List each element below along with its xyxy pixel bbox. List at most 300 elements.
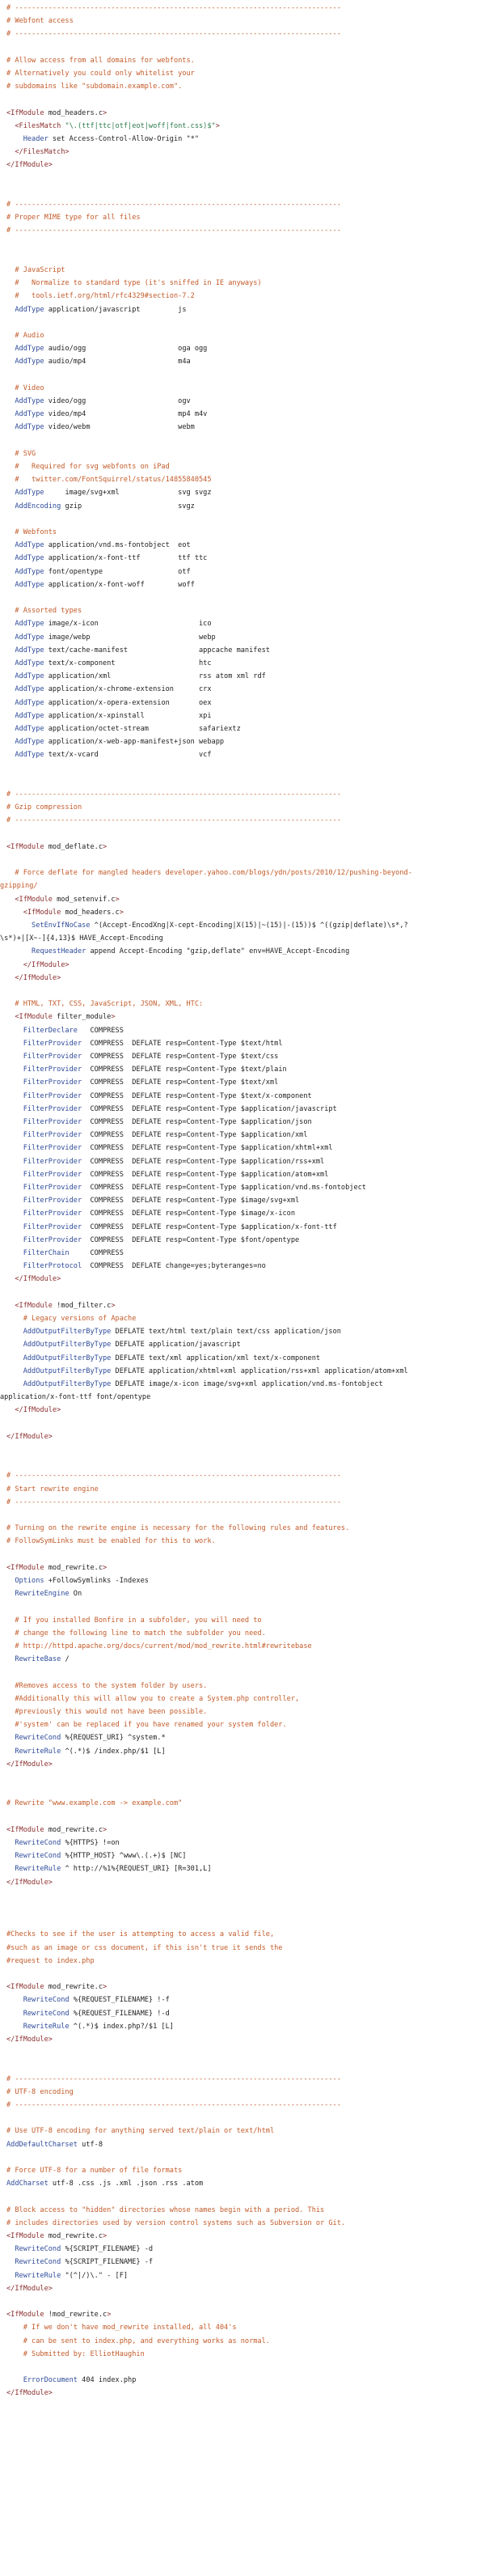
code-line [6,1354,320,1364]
code-line [6,1405,61,1416]
code-token-plain: image/svg+xml svg svgz [44,489,212,498]
code-line [6,684,212,695]
code-token-plain: application/x-web-app-manifest+json webapp [44,738,225,747]
code-token-plain: COMPRESS DEFLATE resp=Content-Type $application/atom+xml [82,1170,329,1179]
code-token-plain: COMPRESS DEFLATE resp=Content-Type $application/json [82,1118,312,1126]
code-token-keyword: FilterProvider [6,1091,82,1100]
code-token-comment: # Video [6,383,44,392]
code-token-keyword: FilterProvider [6,1078,82,1087]
code-line [6,1170,328,1180]
code-token-tag: <IfModule [6,1563,44,1572]
code-token-plain: mod_rewrite.c [44,2232,103,2240]
code-line [6,1340,241,1350]
code-token-plain: On [69,1590,82,1599]
code-token-keyword: Options [6,1577,44,1585]
code-line [6,1576,149,1587]
code-token-keyword: AddType [6,633,44,642]
code-token-plain: COMPRESS DEFLATE resp=Content-Type $text/xml [82,1078,279,1087]
code-token-keyword: FilterProtocol [6,1262,82,1271]
code-token-tag: <IfModule [6,1013,53,1022]
code-token-comment: # Start rewrite engine [6,1485,99,1493]
code-token-comment: # Force UTF-8 for a number of file formats [6,2167,183,2175]
code-token-keyword: AddType [6,410,44,419]
code-token-plain: %{REQUEST_URI} ^system.* [61,1734,166,1743]
code-line [6,488,212,498]
code-token-plain: append Accept-Encoding "gzip,deflate" env=HAVE_Accept-Encoding [86,947,350,956]
code-token-comment: # Submitted by: ElliotHaughin [6,2349,145,2358]
code-token-comment: #previously this would not have been possible. [6,1708,208,1716]
code-line [6,1091,312,1102]
code-line [6,1589,82,1599]
code-line [0,934,163,944]
code-token-keyword: AddType [6,725,44,733]
code-line [6,947,349,957]
code-line [6,147,70,158]
code-token-plain: COMPRESS DEFLATE change=yes;byteranges=no [82,1262,266,1271]
code-line [6,672,266,682]
code-line [6,69,195,79]
code-line [6,606,82,616]
code-line [6,527,57,538]
code-line [6,737,224,748]
code-line [6,344,207,354]
code-token-keyword: RewriteRule [6,1747,61,1756]
code-token-keyword: AddType [6,620,44,629]
code-token-comment: # If you installed Bonfire in a subfolder, you will need to [6,1616,262,1625]
code-token-plain: COMPRESS DEFLATE resp=Content-Type $image/x-icon [82,1210,296,1218]
code-token-plain: %{HTTPS} !=on [61,1839,120,1847]
code-token-keyword: FilterProvider [6,1210,82,1218]
code-line [6,462,170,472]
code-token-plain: \s*)+|[X~-]{4,13}$ HAVE_Accept-Encoding [0,934,163,943]
code-token-plain: text/x-component htc [44,659,212,667]
code-token-keyword: RewriteCond [6,2245,61,2254]
code-line [6,331,44,341]
code-token-comment: # ------------------------------------------------------------------------------ [6,227,341,235]
code-token-plain: %{SCRIPT_FILENAME} -f [61,2258,154,2267]
code-token-comment: # ------------------------------------------------------------------------------ [6,816,341,825]
code-line [6,646,270,656]
code-token-plain: font/opentype otf [44,567,191,576]
code-token-plain: video/mp4 mp4 m4v [44,410,208,419]
code-token-plain: video/ogg ogv [44,397,191,405]
code-token-plain: mod_rewrite.c [44,1983,103,1992]
code-line [6,160,53,171]
code-line [6,1498,341,1508]
code-token-comment: # tools.ietf.org/html/rfc4329#section-7.2 [6,292,195,301]
code-line [6,226,341,236]
code-token-plain: / [61,1655,70,1664]
code-token-comment: #Removes access to the system folder by users. [6,1681,208,1690]
code-token-plain: application/octet-stream safariextz [44,725,241,733]
code-token-plain: %{REQUEST_FILENAME} !-d [69,2009,170,2018]
code-token-tag: <IfModule [6,1983,44,1992]
code-token-keyword: RewriteRule [6,2022,70,2031]
code-token-comment: # can be sent to index.php, and everything works as normal. [6,2337,270,2345]
code-token-comment: # Required for svg webfonts on iPad [6,463,170,471]
code-line [6,1078,278,1088]
code-token-tag: > [107,2311,112,2320]
code-token-comment: # ------------------------------------------------------------------------------ [6,2101,341,2109]
code-token-plain: mod_deflate.c [44,842,103,851]
code-token-keyword: AddEncoding [6,502,61,511]
code-token-comment: # ------------------------------------------------------------------------------ [6,2074,341,2083]
code-token-comment: # change the following line to match the subfolder you need. [6,1629,266,1638]
code-line [6,1314,136,1324]
code-token-comment: # ------------------------------------------------------------------------------ [6,1498,341,1506]
code-line [6,2009,170,2019]
code-token-plain: application/x-font-ttf ttf ttc [44,554,208,563]
code-line [6,291,195,302]
code-token-comment: # Force deflate for mangled headers developer.yahoo.com/blogs/ydn/posts/2010/12/pushing-beyond- [6,869,412,878]
code-token-keyword: AddOutputFilterByType [6,1341,112,1349]
code-line [6,1157,324,1167]
code-line [6,1209,295,1219]
code-token-tag: > [103,108,108,117]
code-token-keyword: FilterProvider [6,1170,82,1179]
code-line [6,265,65,276]
code-line [6,200,341,210]
code-token-tag: </IfModule> [6,1406,61,1415]
code-line [6,1720,287,1731]
code-token-comment: gzipping/ [0,882,38,891]
code-token-comment: # includes directories used by version control systems such as Subversion or Git. [6,2218,346,2227]
code-line [6,2205,324,2216]
code-token-comment: # twitter.com/FontSquirrel/status/14855840545 [6,476,212,485]
code-line [6,1130,308,1141]
code-line [6,134,199,145]
code-token-keyword: FilterProvider [6,1144,82,1153]
code-line [6,711,212,722]
code-token-comment: # HTML, TXT, CSS, JavaScript, JSON, XML, HTC: [6,1000,204,1009]
code-line [6,1235,299,1246]
code-token-plain: COMPRESS DEFLATE resp=Content-Type $application/xhtml+xml [82,1144,333,1153]
code-line [6,278,262,289]
code-token-comment: # Normalize to standard type (it's sniffed in IE anyways) [6,279,262,288]
code-token-tag: <FilesMatch [6,121,61,130]
code-line [6,1485,99,1495]
code-line [6,842,107,853]
code-line [6,540,191,551]
code-line [6,2388,53,2399]
code-line [6,1523,349,1534]
code-token-plain: COMPRESS DEFLATE resp=Content-Type $text/html [82,1039,283,1048]
code-line [6,1760,53,1770]
code-line [6,999,203,1010]
code-line [6,908,124,918]
code-token-plain: !mod_rewrite.c [44,2311,108,2320]
code-line [6,2074,341,2085]
code-token-tag: </IfModule> [6,960,70,969]
code-line [6,1654,70,1665]
code-token-tag: > [215,121,220,130]
code-line [6,1222,337,1233]
code-line [6,1629,266,1639]
code-line [6,2035,53,2045]
code-line [6,2087,74,2098]
code-token-keyword: AddType [6,580,44,589]
code-token-tag: <IfModule [6,895,53,904]
code-token-plain: +FollowSymlinks -Indexes [44,1577,149,1585]
code-line [0,881,38,892]
code-token-plain: COMPRESS DEFLATE resp=Content-Type $application/javascript [82,1104,337,1113]
code-token-comment: # Gzip compression [6,803,82,812]
code-token-plain: DEFLATE image/x-icon image/svg+xml application/vnd.ms-fontobject [111,1380,383,1388]
code-line [6,868,412,879]
code-token-tag: </IfModule> [6,1760,53,1769]
code-line [6,2244,153,2255]
code-token-keyword: AddType [6,489,44,498]
code-token-keyword: FilterProvider [6,1235,82,1244]
code-line [6,56,195,66]
code-line [6,2257,153,2268]
code-line [6,1196,299,1206]
code-token-keyword: AddType [6,646,44,655]
code-token-comment: # ------------------------------------------------------------------------------ [6,790,341,799]
code-token-tag: </IfModule> [6,1878,53,1887]
code-token-keyword: AddDefaultCharset [6,2140,78,2149]
code-token-plain: application/x-chrome-extension crx [44,685,212,694]
code-token-comment: # subdomains like "subdomain.example.com". [6,83,183,91]
code-token-keyword: RequestHeader [6,947,86,956]
code-token-keyword: AddOutputFilterByType [6,1366,112,1375]
code-token-keyword: AddType [6,397,44,405]
code-token-plain: application/vnd.ms-fontobject eot [44,541,191,550]
code-token-tag: > [103,1563,108,1572]
code-token-keyword: FilterProvider [6,1222,82,1231]
code-line [6,305,187,316]
code-line [6,1104,337,1115]
code-token-plain: mod_headers.c [61,908,120,917]
code-line [6,1838,120,1849]
code-token-plain: set Access-Control-Allow-Origin "*" [48,135,200,143]
code-token-tag: > [103,1825,108,1834]
code-token-tag: <IfModule [6,108,44,117]
code-token-keyword: RewriteCond [6,1839,61,1847]
code-token-comment: # Proper MIME type for all files [6,214,141,222]
code-line [6,1183,366,1193]
code-token-keyword: AddOutputFilterByType [6,1380,112,1388]
code-token-keyword: AddType [6,659,44,667]
code-token-plain: application/xml rss atom xml rdf [44,672,266,681]
code-line [6,2166,182,2176]
code-line [6,1707,207,1718]
code-token-comment: # JavaScript [6,266,65,274]
code-token-comment: # http://httpd.apache.org/docs/current/mod/mod_rewrite.html#rewritebase [6,1642,312,1650]
code-token-tag: <IfModule [6,908,61,917]
code-token-plain: mod_setenvif.c [52,895,116,904]
code-line [6,1274,61,1285]
code-token-plain: image/webp webp [44,633,216,642]
code-token-plain: application/x-opera-extension oex [44,698,212,707]
code-token-plain: text/cache-manifest appcache manifest [44,646,270,655]
code-token-comment: # Turning on the rewrite engine is necessary for the following rules and features. [6,1524,350,1533]
code-token-tag: <IfModule [6,1825,44,1834]
code-line [6,383,44,394]
code-token-plain: COMPRESS DEFLATE resp=Content-Type $application/xml [82,1131,308,1140]
code-token-comment: #such as an image or css document, if this isn't true it sends the [6,1943,283,1952]
code-token-tag: <IfModule [6,2311,44,2320]
code-line [6,1117,312,1128]
code-line [6,1982,107,1993]
code-token-comment: # FollowSymLinks must be enabled for this to work. [6,1537,216,1546]
code-token-keyword: AddType [6,685,44,694]
code-token-keyword: FilterProvider [6,1131,82,1140]
code-token-plain: "(^|/)\." - [F] [61,2271,129,2280]
code-token-plain: mod_rewrite.c [44,1563,103,1572]
code-token-keyword: AddType [6,423,44,432]
code-token-keyword: RewriteBase [6,1655,61,1664]
code-line [6,921,408,931]
code-token-keyword: RewriteCond [6,1852,61,1861]
code-token-plain: DEFLATE text/html text/plain text/css application/json [111,1328,341,1337]
code-line [6,1248,124,1259]
code-token-keyword: AddType [6,567,44,576]
code-token-keyword: FilterProvider [6,1039,82,1048]
code-line [6,1536,216,1547]
code-line [6,121,220,132]
code-token-tag: </IfModule> [6,2284,53,2293]
code-token-keyword: AddType [6,554,44,563]
code-line [6,1642,312,1652]
code-token-plain: %{REQUEST_FILENAME} !-f [69,1996,170,2005]
code-line [6,422,195,433]
code-line [6,2323,237,2333]
code-line [6,1432,53,1443]
code-line [6,1261,266,1272]
code-line [6,1012,116,1023]
code-line [6,803,82,813]
code-token-plain: COMPRESS [69,1249,124,1257]
code-line [6,2310,111,2320]
code-token-comment: # If we don't have mod_rewrite installed, all 404's [6,2324,237,2332]
code-token-comment: # Legacy versions of Apache [6,1315,137,1323]
code-line [6,1065,287,1075]
code-line [6,409,207,420]
code-line [6,698,212,709]
code-token-keyword: RewriteCond [6,2258,61,2267]
code-line [6,475,212,485]
code-line [6,580,195,591]
code-line [6,553,207,564]
code-token-keyword: AddType [6,358,44,366]
code-token-plain: COMPRESS DEFLATE resp=Content-Type $application/rss+xml [82,1157,325,1166]
code-line [6,2349,145,2360]
code-token-plain: ^(Accept-EncodXng|X-cept-Encoding|X(15)|~(15)|-(15))$ ^((gzip|deflate)\s*,? [90,922,408,930]
code-line [6,1301,116,1311]
code-token-tag: </FilesMatch> [6,148,70,157]
code-token-tag: > [111,1013,116,1022]
code-token-plain: application/x-font-ttf font/opentype [0,1393,151,1402]
code-token-plain: 404 index.php [77,2376,137,2385]
code-token-tag: > [111,1301,116,1310]
code-token-keyword: FilterProvider [6,1157,82,1166]
code-line [6,29,341,40]
code-token-tag: > [119,908,124,917]
code-token-plain: audio/ogg oga ogg [44,345,208,354]
code-token-plain: DEFLATE text/xml application/xml text/x-component [111,1354,321,1362]
code-line [6,1956,95,1967]
code-token-comment: #Additionally this will allow you to create a System.php controller, [6,1694,300,1703]
code-token-tag: <IfModule [6,842,44,851]
code-token-keyword: RewriteRule [6,2271,61,2280]
code-token-keyword: AddType [6,711,44,720]
code-token-keyword: AddType [6,305,44,314]
code-line [6,619,212,629]
code-token-plain: application/x-xpinstall xpi [44,711,212,720]
code-token-plain: text/x-vcard vcf [44,751,212,760]
code-token-comment: # Webfonts [6,528,57,536]
code-token-plain: application/x-font-woff woff [44,580,195,589]
code-line [6,2337,270,2347]
code-line [6,895,120,905]
code-line [6,357,191,367]
code-token-plain: filter_module [52,1013,112,1022]
code-token-comment: # Alternatively you could only whitelist your [6,70,195,78]
code-token-keyword: FilterChain [6,1249,70,1257]
code-token-keyword: FilterProvider [6,1104,82,1113]
code-line [6,2231,107,2242]
code-line [6,750,212,761]
code-token-plain: ^(.*)$ /index.php/$1 [L] [61,1747,166,1756]
code-token-keyword: RewriteRule [6,1865,61,1874]
code-token-plain: utf-8 [77,2140,103,2149]
code-line [6,1471,341,1481]
code-token-plain: utf-8 .css .js .xml .json .rss .atom [48,2180,204,2188]
code-token-comment: #Checks to see if the user is attempting to access a valid file, [6,1930,275,1939]
code-token-keyword: RewriteCond [6,1996,70,2005]
code-line [6,1039,283,1049]
code-line [6,1943,282,1954]
code-line [6,2100,341,2111]
code-token-plain: COMPRESS DEFLATE resp=Content-Type $application/x-font-ttf [82,1222,337,1231]
code-line [6,16,74,27]
code-line [6,1026,124,1036]
code-line [6,1995,170,2006]
code-token-tag: <IfModule [6,1301,53,1310]
code-token-plain: ^(.*)$ index.php?/$1 [L] [69,2022,174,2031]
code-line [6,1930,274,1940]
code-token-plain: COMPRESS [77,1026,124,1035]
code-token-keyword: Header [6,135,48,143]
code-token-plain: COMPRESS DEFLATE resp=Content-Type $text/css [82,1053,279,1061]
code-line [6,449,36,460]
code-line [6,1799,182,1809]
code-token-keyword: RewriteCond [6,2009,70,2018]
code-token-plain: !mod_filter.c [52,1301,112,1310]
code-line [6,1327,341,1337]
code-token-tag: </IfModule> [6,2389,53,2398]
code-line [6,1052,278,1062]
code-token-comment: # Audio [6,332,44,340]
code-token-comment: # ------------------------------------------------------------------------------ [6,1472,341,1481]
code-token-keyword: AddType [6,738,44,747]
code-line [6,3,341,14]
code-token-comment: # ------------------------------------------------------------------------------ [6,4,341,12]
code-token-tag: </IfModule> [6,1432,53,1441]
code-token-tag: </IfModule> [6,1275,61,1284]
code-token-comment: # ------------------------------------------------------------------------------ [6,30,341,39]
code-line [6,1747,166,1757]
code-token-comment: # Assorted types [6,607,82,616]
code-token-tag: <IfModule [6,2232,44,2240]
code-token-plain: image/x-icon ico [44,620,212,629]
code-line [6,659,212,669]
code-token-keyword: AddCharset [6,2180,48,2188]
code-token-plain: gzip svgz [61,502,195,511]
code-token-plain: %{SCRIPT_FILENAME} -d [61,2245,154,2254]
code-token-plain: ^ http://%1%{REQUEST_URI} [R=301,L] [61,1865,212,1874]
